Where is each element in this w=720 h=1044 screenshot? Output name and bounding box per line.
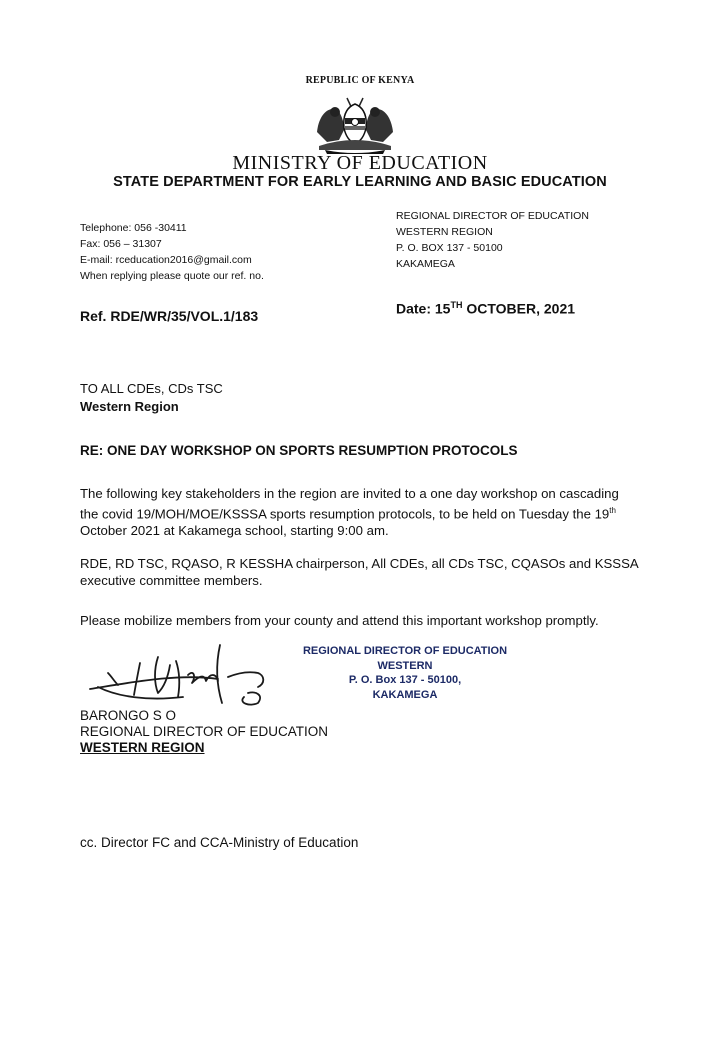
cc-line: cc. Director FC and CCA-Ministry of Education [80,835,359,850]
ministry-title: MINISTRY OF EDUCATION [232,152,488,174]
signatory-name: BARONGO S O [80,708,177,723]
office-address [396,208,589,272]
stamp-line: REGIONAL DIRECTOR OF EDUCATION [302,645,508,657]
body-paragraph-1 [80,485,640,539]
signatory-block [80,708,328,756]
recipient-line: TO ALL CDEs, CDs TSC [80,381,223,396]
telephone-line: Telephone: 056 -30411 [80,222,187,234]
reference-number: Ref. RDE/WR/35/VOL.1/183 [80,308,259,324]
stamp-line: WESTERN [377,659,433,672]
address-line: KAKAMEGA [396,258,455,270]
body-paragraph-2: RDE, RD TSC, RQASO, R KESSHA chairperson, All CDEs, all CDs TSC, CQASOs and KSSSA executive committee members. [80,556,638,588]
paragraph-text: October 2021 at Kakamega school, starting 9:00 am. [80,523,389,539]
recipient-region: Western Region [80,399,179,414]
address-line: WESTERN REGION [396,226,493,238]
contact-block [80,220,264,284]
recipient-block [80,380,223,416]
signatory-title: REGIONAL DIRECTOR OF EDUCATION [80,724,329,739]
address-line: P. O. BOX 137 - 50100 [396,242,503,254]
fax-line: Fax: 056 – 31307 [80,238,162,250]
address-line: REGIONAL DIRECTOR OF EDUCATION [396,210,589,222]
subject-line: RE: ONE DAY WORKSHOP ON SPORTS RESUMPTION PROTOCOLS [80,443,518,458]
coat-of-arms-icon [309,92,401,154]
official-stamp [300,644,510,702]
body-paragraph-3: Please mobilize members from your county and attend this important workshop promptly. [80,613,599,628]
date-superscript: TH [450,300,463,310]
paragraph-superscript: th [609,506,616,515]
paragraph-text: The following key stakeholders in the region are invited to a one day workshop on cascading the covid 19/MOH/MOE/KSSSA sports resumption protocols, to be held on Tuesday the 19 [80,486,619,522]
republic-heading: REPUBLIC OF KENYA [305,75,415,86]
stamp-line: KAKAMEGA [372,688,438,701]
email-line: E-mail: rceducation2016@gmail.com [80,254,252,266]
signatory-region: WESTERN REGION [80,740,205,755]
department-title: STATE DEPARTMENT FOR EARLY LEARNING AND BASIC EDUCATION [113,174,607,190]
letter-date [396,300,575,317]
stamp-line: P. O. Box 137 - 50100, [348,674,462,686]
date-prefix: Date: 15 [396,300,451,317]
date-suffix: OCTOBER, 2021 [462,300,576,317]
reply-note: When replying please quote our ref. no. [80,270,264,282]
